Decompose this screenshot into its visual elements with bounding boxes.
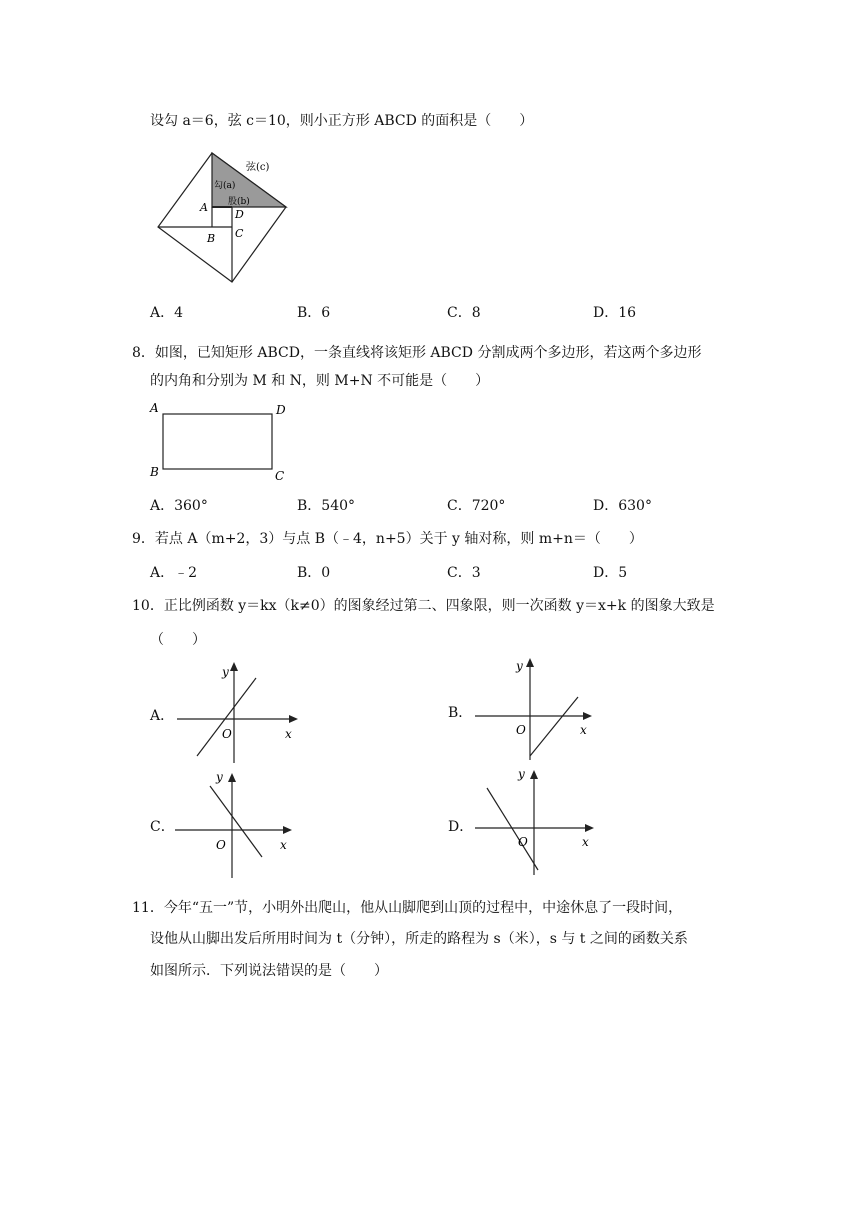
q8-option-b: B．540°: [297, 498, 356, 514]
svg-text:x: x: [580, 723, 587, 737]
q10-graph-c-label: C．: [150, 819, 175, 835]
q11-stem-line2: 设他从山脚出发后所用时间为 t（分钟），所走的路程为 s（米），s 与 t 之间的函数关系: [150, 931, 688, 947]
svg-text:O: O: [518, 835, 528, 849]
svg-text:y: y: [518, 767, 525, 781]
q7-stem: 设勾 a＝6，弦 c＝10，则小正方形 ABCD 的面积是（ ）: [150, 113, 534, 129]
q7-option-d: D．16: [593, 305, 637, 321]
q10-graph-a-label: A．: [150, 708, 175, 724]
label-C: C: [235, 227, 244, 240]
svg-text:y: y: [222, 665, 229, 679]
q11-stem-line1: 11．今年“五一”节，小明外出爬山，他从山脚爬到山顶的过程中，中途休息了一段时间，: [132, 900, 683, 916]
svg-text:y: y: [516, 659, 523, 673]
q10-graph-b-label: B．: [448, 705, 473, 721]
q8-option-c: C．720°: [447, 498, 506, 514]
q9-option-c: C．3: [447, 565, 481, 581]
svg-text:A: A: [150, 401, 159, 415]
q8-option-a: A．360°: [150, 498, 208, 514]
svg-text:O: O: [216, 838, 226, 852]
q9-option-b: B．0: [297, 565, 331, 581]
svg-text:x: x: [582, 835, 589, 849]
label-gu: 股(b): [228, 197, 250, 207]
q10-stem-line2: （ ）: [150, 632, 206, 648]
q9-option-d: D．5: [593, 565, 628, 581]
svg-text:O: O: [516, 723, 526, 737]
q10-graph-a: [172, 658, 302, 768]
q7-option-c: C．8: [447, 305, 481, 321]
graph-b-line: [530, 697, 578, 756]
q7-figure: [152, 150, 302, 290]
svg-text:D: D: [276, 403, 286, 417]
q8-stem-line2: 的内角和分别为 M 和 N，则 M+N 不可能是（ ）: [150, 373, 490, 389]
svg-text:O: O: [222, 727, 232, 741]
q10-graph-c: [170, 765, 300, 880]
q10-stem-line1: 10．正比例函数 y＝kx（k≠0）的图象经过第二、四象限，则一次函数 y＝x+k 的图象大致是: [132, 598, 715, 614]
q10-graph-b: [470, 652, 600, 762]
q10-graph-d-label: D．: [448, 819, 474, 835]
rectangle-abcd: [163, 414, 272, 469]
svg-text:C: C: [275, 469, 285, 483]
q7-option-b: B．6: [297, 305, 331, 321]
q8-stem-line1: 8．如图，已知矩形 ABCD，一条直线将该矩形 ABCD 分割成两个多边形，若这两个多边形: [132, 345, 702, 361]
q11-stem-line3: 如图所示．下列说法错误的是（ ）: [150, 963, 388, 979]
svg-text:x: x: [285, 727, 292, 741]
label-B: B: [207, 232, 216, 245]
svg-text:B: B: [150, 465, 159, 479]
label-D: D: [235, 208, 244, 221]
label-A: A: [200, 201, 208, 214]
q8-rectangle-figure: [145, 400, 295, 490]
q9-option-a: A．﹣2: [150, 565, 198, 581]
label-xian: 弦(c): [246, 162, 270, 173]
q10-graph-d: [470, 762, 600, 877]
graph-d-line: [487, 788, 538, 870]
label-gou: 勾(a): [214, 181, 236, 191]
q8-option-d: D．630°: [593, 498, 652, 514]
q9-stem: 9．若点 A（m+2，3）与点 B（﹣4，n+5）关于 y 轴对称，则 m+n＝（ ）: [132, 531, 643, 547]
svg-text:x: x: [280, 838, 287, 852]
svg-text:y: y: [216, 770, 223, 784]
graph-a-line: [197, 678, 256, 756]
q7-option-a: A．4: [150, 305, 184, 321]
